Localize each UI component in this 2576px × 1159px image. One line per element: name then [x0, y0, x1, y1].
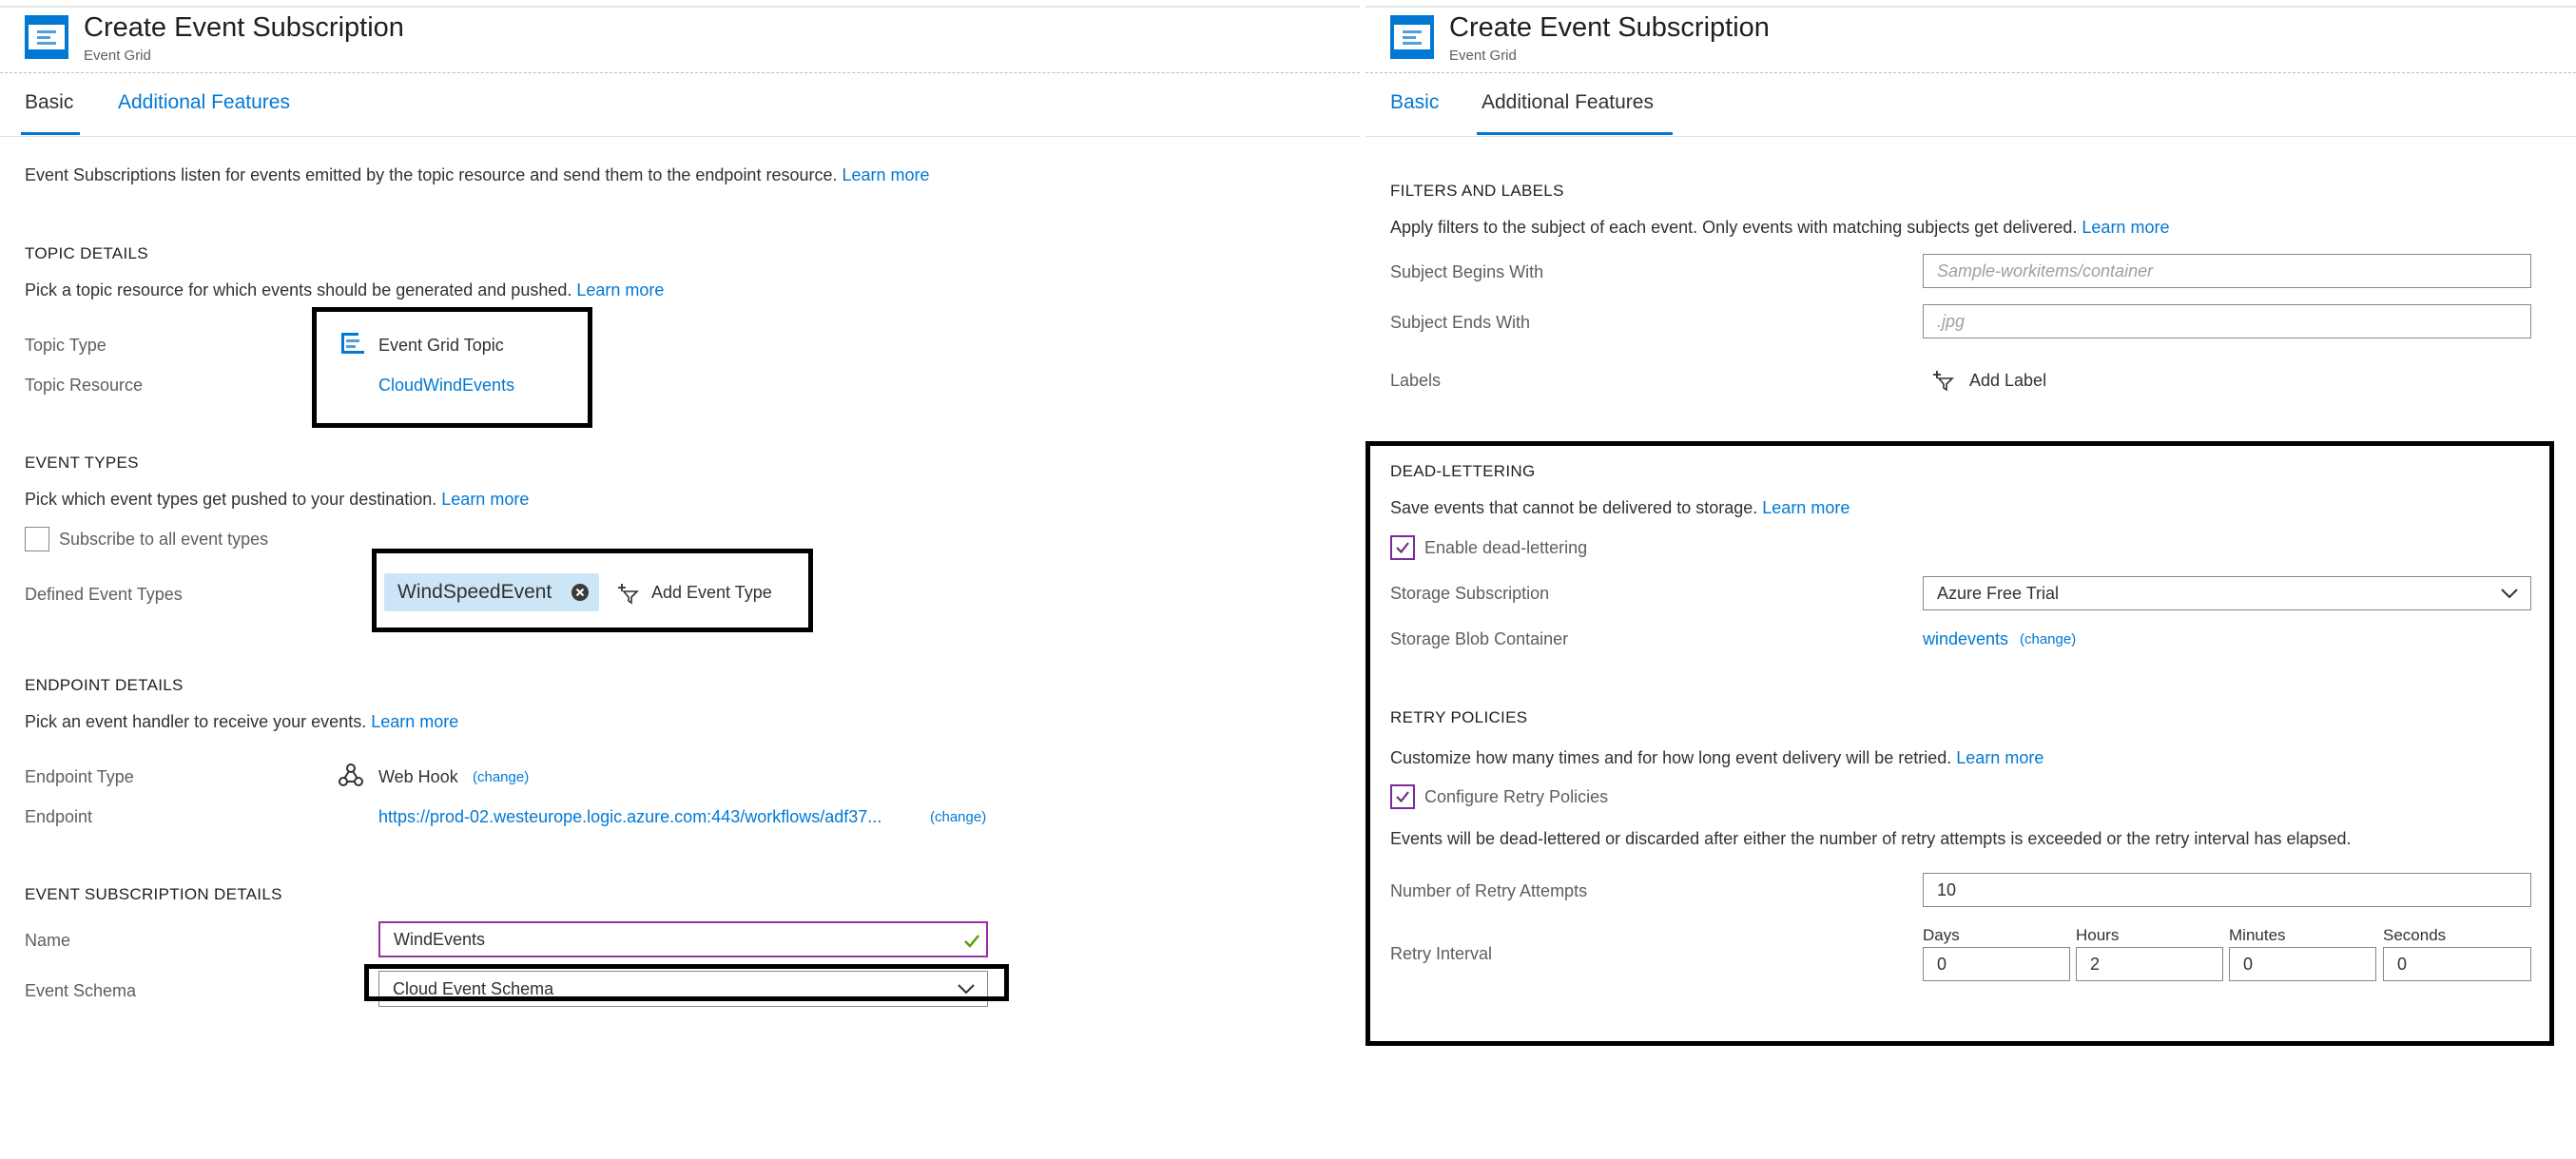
page-title: Create Event Subscription: [84, 12, 404, 43]
days-label: Days: [1923, 926, 1960, 944]
event-types-desc: Pick which event types get pushed to your destination. Learn more: [25, 490, 530, 509]
minutes-label: Minutes: [2229, 926, 2286, 944]
topic-type-value: Event Grid Topic: [378, 336, 504, 355]
header-divider: [1365, 72, 2576, 73]
dead-lettering-heading: DEAD-LETTERING: [1390, 462, 1536, 480]
blob-container-change-link[interactable]: (change): [2020, 631, 2077, 647]
intro-learn-more-link[interactable]: Learn more: [842, 165, 930, 184]
page-subtitle: Event Grid: [84, 48, 151, 64]
endpoint-label: Endpoint: [25, 807, 93, 826]
tabs-divider: [0, 136, 1360, 137]
webhook-icon: [339, 763, 363, 787]
event-grid-icon: [25, 15, 68, 59]
topic-highlight-box: [312, 307, 592, 428]
tab-additional-features[interactable]: Additional Features: [1482, 91, 1654, 113]
valid-check-icon: [962, 931, 981, 950]
retry-policies-heading: RETRY POLICIES: [1390, 708, 1528, 726]
endpoint-learn-more-link[interactable]: Learn more: [371, 712, 459, 731]
dead-letter-retry-highlight-box: [1365, 441, 2554, 1046]
hours-label: Hours: [2076, 926, 2120, 944]
topic-details-heading: TOPIC DETAILS: [25, 244, 148, 262]
tab-additional-features[interactable]: Additional Features: [118, 91, 290, 113]
add-label-button[interactable]: Add Label: [1969, 371, 2047, 390]
topic-resource-label: Topic Resource: [25, 376, 144, 395]
event-type-chip-label: WindSpeedEvent: [397, 581, 552, 603]
add-event-type-button[interactable]: Add Event Type: [651, 583, 772, 602]
retry-note: Events will be dead-lettered or discarded after either the number of retry attempts is exceeded or the retry interval has elapsed.: [1390, 829, 2352, 848]
header-divider: [0, 72, 1360, 73]
page-subtitle: Event Grid: [1449, 48, 1517, 64]
topic-learn-more-link[interactable]: Learn more: [576, 280, 665, 299]
tabs-divider: [1365, 136, 2576, 137]
endpoint-details-desc: Pick an event handler to receive your events. Learn more: [25, 712, 459, 731]
filters-heading: FILTERS AND LABELS: [1390, 182, 1564, 200]
endpoint-type-label: Endpoint Type: [25, 767, 134, 786]
subscribe-all-label: Subscribe to all event types: [59, 530, 269, 549]
active-tab-indicator: [1477, 132, 1673, 135]
dead-lettering-desc: Save events that cannot be delivered to storage. Learn more: [1390, 498, 1850, 517]
add-filter-icon[interactable]: [1931, 369, 1954, 392]
topic-type-label: Topic Type: [25, 336, 107, 355]
header-top-line: [0, 6, 1360, 8]
storage-blob-container-label: Storage Blob Container: [1390, 629, 1569, 648]
page-title: Create Event Subscription: [1449, 12, 1770, 43]
blob-container-link[interactable]: windevents: [1923, 629, 2009, 648]
event-types-learn-more-link[interactable]: Learn more: [441, 490, 530, 509]
enable-dead-lettering-label: Enable dead-lettering: [1424, 538, 1588, 557]
labels-label: Labels: [1390, 371, 1442, 390]
tab-basic[interactable]: Basic: [25, 91, 74, 113]
filters-desc: Apply filters to the subject of each event. Only events with matching subjects get delivered. Learn more: [1390, 218, 2170, 237]
seconds-label: Seconds: [2383, 926, 2447, 944]
endpoint-type-change-link[interactable]: (change): [473, 769, 530, 785]
filters-learn-more-link[interactable]: Learn more: [2082, 218, 2170, 237]
subject-begins-input[interactable]: [1923, 254, 2531, 288]
endpoint-change-link[interactable]: (change): [930, 809, 987, 825]
endpoint-details-heading: ENDPOINT DETAILS: [25, 676, 184, 694]
defined-event-types-label: Defined Event Types: [25, 585, 183, 604]
topic-resource-link[interactable]: CloudWindEvents: [378, 376, 515, 395]
intro-text: Event Subscriptions listen for events emitted by the topic resource and send them to the endpoint resource. Learn more: [25, 165, 930, 184]
active-tab-indicator: [21, 132, 80, 135]
event-types-heading: EVENT TYPES: [25, 454, 139, 472]
subscription-details-heading: EVENT SUBSCRIPTION DETAILS: [25, 885, 282, 903]
additional-features-tab-panel: [1365, 0, 2576, 1159]
dead-lettering-learn-more-link[interactable]: Learn more: [1762, 498, 1850, 517]
tab-basic[interactable]: Basic: [1390, 91, 1440, 113]
endpoint-url-link[interactable]: https://prod-02.westeurope.logic.azure.com:443/workflows/adf37...: [378, 807, 882, 826]
name-input[interactable]: [378, 921, 988, 957]
endpoint-type-value: Web Hook: [378, 767, 458, 786]
event-grid-icon: [1390, 15, 1434, 59]
subject-ends-label: Subject Ends With: [1390, 313, 1531, 332]
retry-learn-more-link[interactable]: Learn more: [1956, 748, 2044, 767]
subject-begins-label: Subject Begins With: [1390, 262, 1544, 281]
retry-policies-desc: Customize how many times and for how long event delivery will be retried. Learn more: [1390, 748, 2044, 767]
event-types-highlight-box: [372, 549, 813, 632]
header-top-line: [1365, 6, 2576, 8]
event-schema-label: Event Schema: [25, 981, 137, 1000]
storage-subscription-label: Storage Subscription: [1390, 584, 1550, 603]
configure-retry-label: Configure Retry Policies: [1424, 787, 1609, 806]
subscribe-all-checkbox[interactable]: [25, 527, 49, 551]
subject-ends-input[interactable]: [1923, 304, 2531, 338]
event-schema-highlight-box: [364, 964, 1009, 1001]
topic-details-desc: Pick a topic resource for which events should be generated and pushed. Learn more: [25, 280, 665, 299]
event-schema-value: Cloud Event Schema: [393, 979, 554, 998]
name-label: Name: [25, 931, 71, 950]
retry-attempts-label: Number of Retry Attempts: [1390, 881, 1588, 900]
retry-interval-label: Retry Interval: [1390, 944, 1493, 963]
storage-subscription-value: Azure Free Trial: [1937, 584, 2060, 603]
